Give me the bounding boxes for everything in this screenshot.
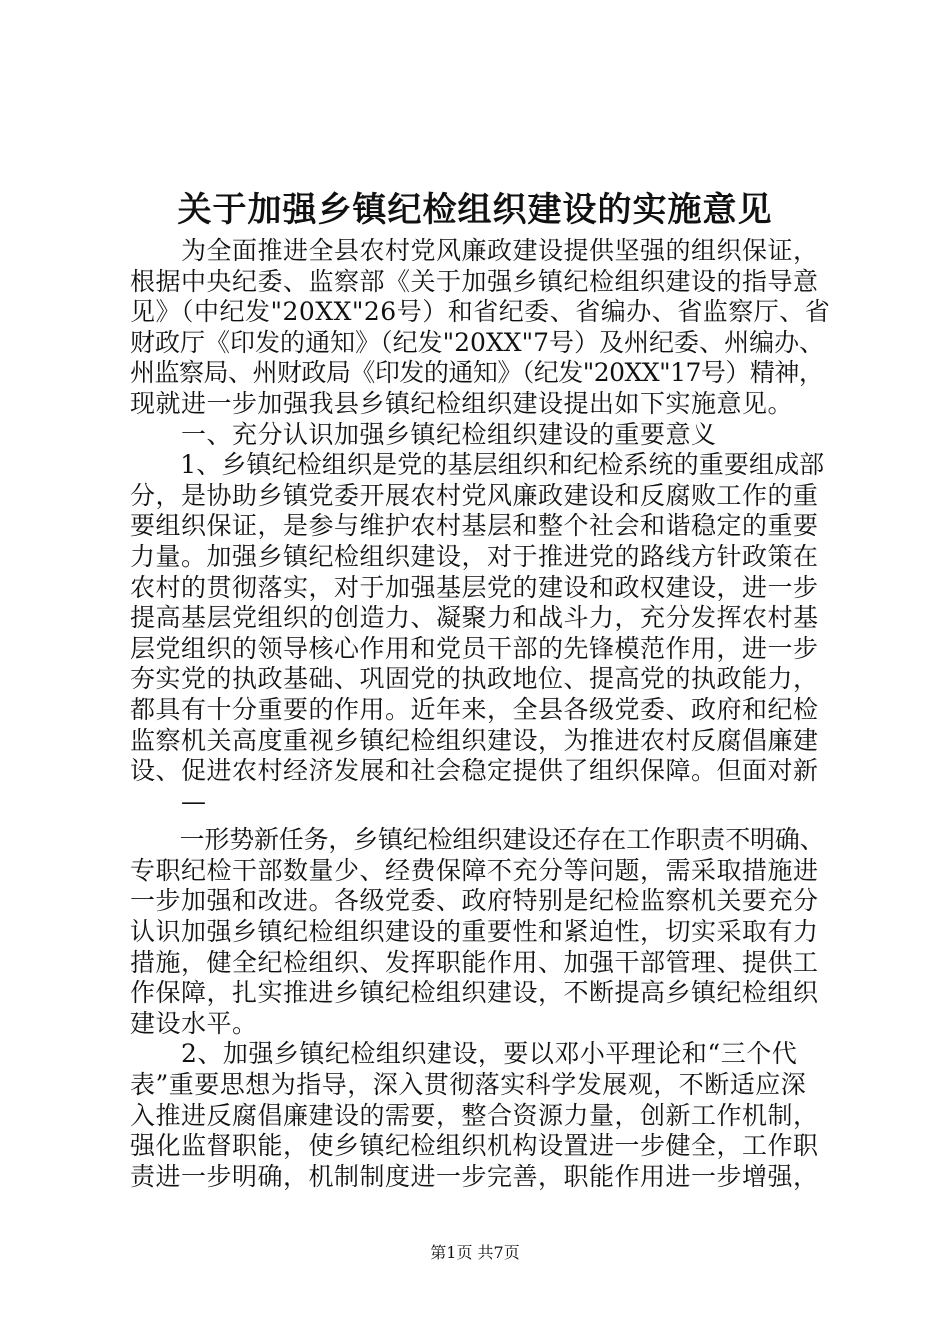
text-line: 农村的贯彻落实，对于加强基层党的建设和政权建设，进一步 (130, 572, 819, 602)
text-line: 根据中央纪委、监察部《关于加强乡镇纪检组织建设的指导意 (130, 266, 819, 296)
text-line: 设、促进农村经济发展和社会稳定提供了组织保障。但面对新 (130, 756, 819, 786)
text-line: 1、乡镇纪检组织是党的基层组织和纪检系统的重要组成部 (130, 450, 825, 480)
text-line: 2、加强乡镇纪检组织建设，要以邓小平理论和“三个代 (130, 1039, 798, 1069)
text-line: 表”重要思想为指导，深入贯彻落实科学发展观，不断适应深 (130, 1070, 807, 1100)
text-line: 一形势新任务，乡镇纪检组织建设还存在工作职责不明确、 (130, 825, 825, 855)
text-line: 分，是协助乡镇党委开展农村党风廉政建设和反腐败工作的重 (130, 480, 819, 510)
text-line: 认识加强乡镇纪检组织建设的重要性和紧迫性，切实采取有力 (130, 917, 819, 947)
text-line: 一、充分认识加强乡镇纪检组织建设的重要意义 (130, 419, 717, 449)
text-line: 为全面推进全县农村党风廉政建设提供坚强的组织保证， (130, 236, 819, 265)
text-line: 监察机关高度重视乡镇纪检组织建设，为推进农村反腐倡廉建 (130, 725, 819, 755)
text-line: — (130, 786, 207, 816)
text-line: 层党组织的领导核心作用和党员干部的先锋模范作用，进一步 (130, 633, 819, 663)
document-body (130, 236, 830, 1192)
text-line: 作保障，扎实推进乡镇纪检组织建设，不断提高乡镇纪检组织 (130, 978, 819, 1008)
text-line: 力量。加强乡镇纪检组织建设，对于推进党的路线方针政策在 (130, 541, 819, 571)
text-line: 现就进一步加强我县乡镇纪检组织建设提出如下实施意见。 (130, 388, 794, 418)
text-line: 强化监督职能，使乡镇纪检组织机构设置进一步健全，工作职 (130, 1131, 819, 1161)
text-line: 专职纪检干部数量少、经费保障不充分等问题，需采取措施进 (130, 855, 819, 885)
text-line: 要组织保证，是参与维护农村基层和整个社会和谐稳定的重要 (130, 511, 819, 541)
text-line: 建设水平。 (130, 1008, 258, 1038)
text-line: 措施，健全纪检组织、发挥职能作用、加强干部管理、提供工 (130, 947, 819, 977)
text-line: 都具有十分重要的作用。近年来，全县各级党委、政府和纪检 (130, 694, 819, 724)
text-line: 州监察局、州财政局《印发的通知》（纪发"20XX"17号）精神， (130, 358, 824, 388)
text-line: 入推进反腐倡廉建设的需要，整合资源力量，创新工作机制， (130, 1100, 819, 1130)
text-line: 财政厅《印发的通知》（纪发"20XX"7号）及州纪委、州编办、 (130, 327, 825, 357)
text-line: 提高基层党组织的创造力、凝聚力和战斗力，充分发挥农村基 (130, 603, 819, 633)
document-title: 关于加强乡镇纪检组织建设的实施意见 (177, 190, 773, 230)
text-line: 责进一步明确，机制制度进一步完善，职能作用进一步增强， (130, 1161, 819, 1191)
text-line: 夯实党的执政基础、巩固党的执政地位、提高党的执政能力， (130, 664, 819, 694)
paragraph-gap (130, 817, 830, 825)
page-footer: 第1页 共7页 (430, 1243, 520, 1262)
text-line: 一步加强和改进。各级党委、政府特别是纪检监察机关要充分 (130, 886, 819, 916)
text-line: 见》（中纪发"20XX"26号）和省纪委、省编办、省监察厅、省 (130, 297, 831, 327)
